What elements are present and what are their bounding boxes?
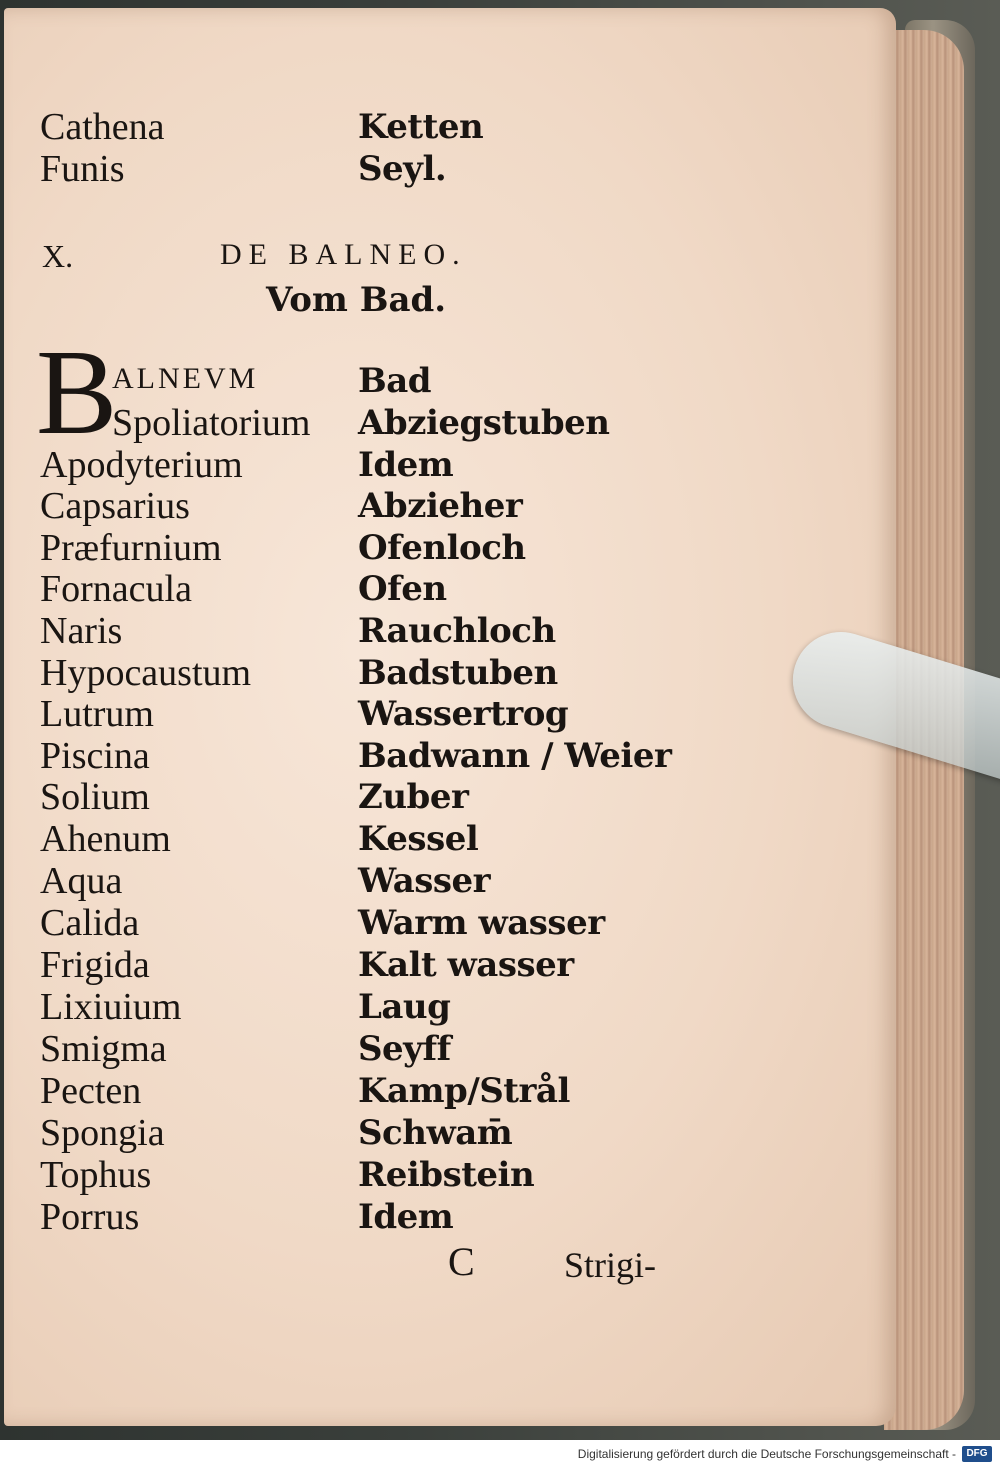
latin-term: Præfurnium	[40, 527, 222, 569]
german-term: Badstuben	[358, 653, 558, 693]
glossary-entry	[40, 1110, 800, 1156]
german-term: Ofen	[358, 569, 447, 609]
german-term: Bad	[358, 361, 432, 401]
section-subtitle: Vom Bad.	[266, 280, 447, 320]
german-term: Seyff	[358, 1029, 451, 1069]
glossary-entry	[40, 984, 800, 1030]
latin-term: Lutrum	[40, 693, 154, 735]
section-title: DE BALNEO.	[220, 238, 467, 271]
glossary-entry	[112, 400, 872, 446]
latin-term: Frigida	[40, 944, 150, 986]
latin-term: Calida	[40, 902, 140, 944]
glossary-entry	[40, 483, 800, 529]
german-term: Schwam̄	[358, 1113, 513, 1153]
glossary-entry	[40, 816, 800, 862]
latin-term: Fornacula	[40, 568, 192, 610]
latin-term: Tophus	[40, 1154, 152, 1196]
german-term: Wasser	[358, 861, 491, 901]
glossary-entry	[40, 942, 800, 988]
glossary-entry	[40, 566, 800, 612]
german-term: Kamp/Strål	[358, 1071, 570, 1111]
german-term: Abziegstuben	[358, 403, 610, 443]
german-term: Warm wasser	[358, 903, 605, 943]
glossary-entry	[40, 608, 800, 654]
glossary-entry	[40, 733, 800, 779]
german-term: Reibstein	[358, 1155, 535, 1195]
german-term: Laug	[358, 987, 451, 1027]
latin-term: Funis	[40, 148, 125, 190]
funding-notice: Digitalisierung gefördert durch die Deutsche Forschungsgemeinschaft -	[577, 1447, 956, 1461]
german-term: Kalt wasser	[358, 945, 574, 985]
glossary-entry	[40, 858, 800, 904]
latin-term: Cathena	[40, 106, 165, 148]
drop-cap: B	[36, 325, 118, 460]
glossary-entry	[40, 774, 800, 820]
signature-mark: C	[448, 1239, 475, 1284]
german-term: Seyl.	[358, 149, 447, 189]
german-term: Ofenloch	[358, 528, 526, 568]
latin-term: Lixiuium	[40, 986, 182, 1028]
section-number: X.	[42, 238, 74, 274]
german-term: Ketten	[358, 107, 484, 147]
latin-term: Spoliatorium	[112, 402, 311, 444]
glossary-entry	[40, 900, 800, 946]
first-entry	[40, 358, 800, 404]
latin-term: Piscina	[40, 735, 150, 777]
german-term: Wassertrog	[358, 694, 569, 734]
glossary-entry	[40, 650, 800, 696]
latin-term: Ahenum	[40, 818, 171, 860]
glossary-entry	[40, 691, 800, 737]
latin-term: Hypocaustum	[40, 652, 252, 694]
carryover-entry	[40, 146, 800, 192]
german-term: Zuber	[358, 777, 469, 817]
footer-bar	[0, 1440, 1000, 1470]
german-term: Idem	[358, 1197, 454, 1237]
german-term: Abzieher	[358, 486, 523, 526]
latin-term: Apodyterium	[40, 444, 243, 486]
glossary-entry	[40, 442, 800, 488]
latin-term: Aqua	[40, 860, 123, 902]
german-term: Badwann / Weier	[358, 736, 672, 776]
latin-term: Porrus	[40, 1196, 140, 1238]
latin-term: Spongia	[40, 1112, 165, 1154]
carryover-entry	[40, 104, 800, 150]
glossary-entry	[40, 1152, 800, 1198]
latin-term: Naris	[40, 610, 123, 652]
latin-term: Capsarius	[40, 485, 190, 527]
glossary-entry	[40, 1194, 800, 1240]
german-term: Kessel	[358, 819, 479, 859]
german-term: Idem	[358, 445, 454, 485]
latin-term: Smigma	[40, 1028, 167, 1070]
german-term: Rauchloch	[358, 611, 556, 651]
catchword: Strigi-	[564, 1245, 657, 1285]
glossary-entry	[40, 1026, 800, 1072]
glossary-entry	[40, 525, 800, 571]
latin-term: Solium	[40, 776, 150, 818]
latin-term: Pecten	[40, 1070, 142, 1112]
glossary-entry	[40, 1068, 800, 1114]
dfg-logo-icon: DFG	[962, 1446, 992, 1462]
first-entry-latin: ALNEVM	[112, 362, 259, 395]
